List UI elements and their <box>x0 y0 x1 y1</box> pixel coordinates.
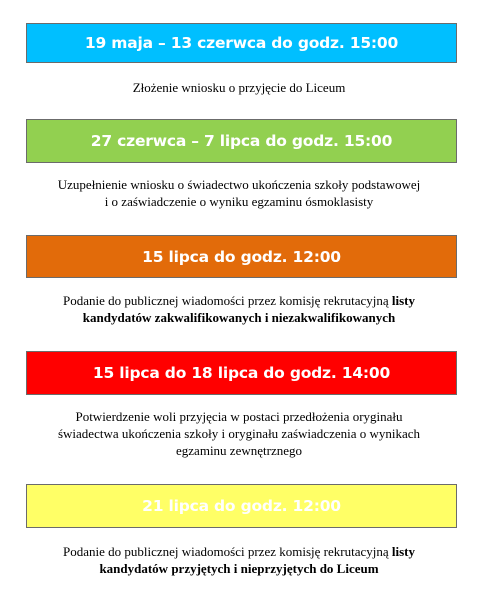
step-description <box>0 176 478 210</box>
step-description <box>0 543 478 577</box>
description-text: Podanie do publicznej wiadomości przez komisję rekrutacyjną <box>63 293 392 308</box>
description-line <box>0 79 478 96</box>
description-bold-text: listy <box>391 544 415 559</box>
description-text: egzaminu zewnętrznego <box>176 443 302 458</box>
date-banner: 19 maja – 13 czerwca do godz. 15:00 <box>26 23 457 63</box>
description-text: Podanie do publicznej wiadomości przez komisję rekrutacyjną <box>63 544 392 559</box>
date-banner: 15 lipca do godz. 12:00 <box>26 235 457 278</box>
description-text: i o zaświadczenie o wyniku egzaminu ósmoklasisty <box>104 194 374 209</box>
description-text: Potwierdzenie woli przyjęcia w postaci przedłożenia oryginału <box>75 409 403 424</box>
step-description <box>0 79 478 96</box>
description-line <box>0 543 478 560</box>
step-description <box>0 408 478 459</box>
description-text: Uzupełnienie wniosku o świadectwo ukończenia szkoły podstawowej <box>57 177 421 192</box>
description-text: Złożenie wniosku o przyjęcie do Liceum <box>132 80 346 95</box>
description-line <box>0 176 478 193</box>
date-banner: 27 czerwca – 7 lipca do godz. 15:00 <box>26 119 457 163</box>
description-line <box>0 560 478 577</box>
date-banner: 15 lipca do 18 lipca do godz. 14:00 <box>26 351 457 395</box>
description-bold-text: kandydatów zakwalifikowanych i niezakwalifikowanych <box>82 310 396 325</box>
date-banner: 21 lipca do godz. 12:00 <box>26 484 457 528</box>
description-text: świadectwa ukończenia szkoły i oryginału zaświadczenia o wynikach <box>57 426 421 441</box>
description-line <box>0 292 478 309</box>
description-line <box>0 408 478 425</box>
description-line <box>0 442 478 459</box>
description-line <box>0 425 478 442</box>
description-bold-text: kandydatów przyjętych i nieprzyjętych do Liceum <box>99 561 379 576</box>
description-bold-text: listy <box>391 293 415 308</box>
step-description <box>0 292 478 326</box>
description-line <box>0 193 478 210</box>
description-line <box>0 309 478 326</box>
